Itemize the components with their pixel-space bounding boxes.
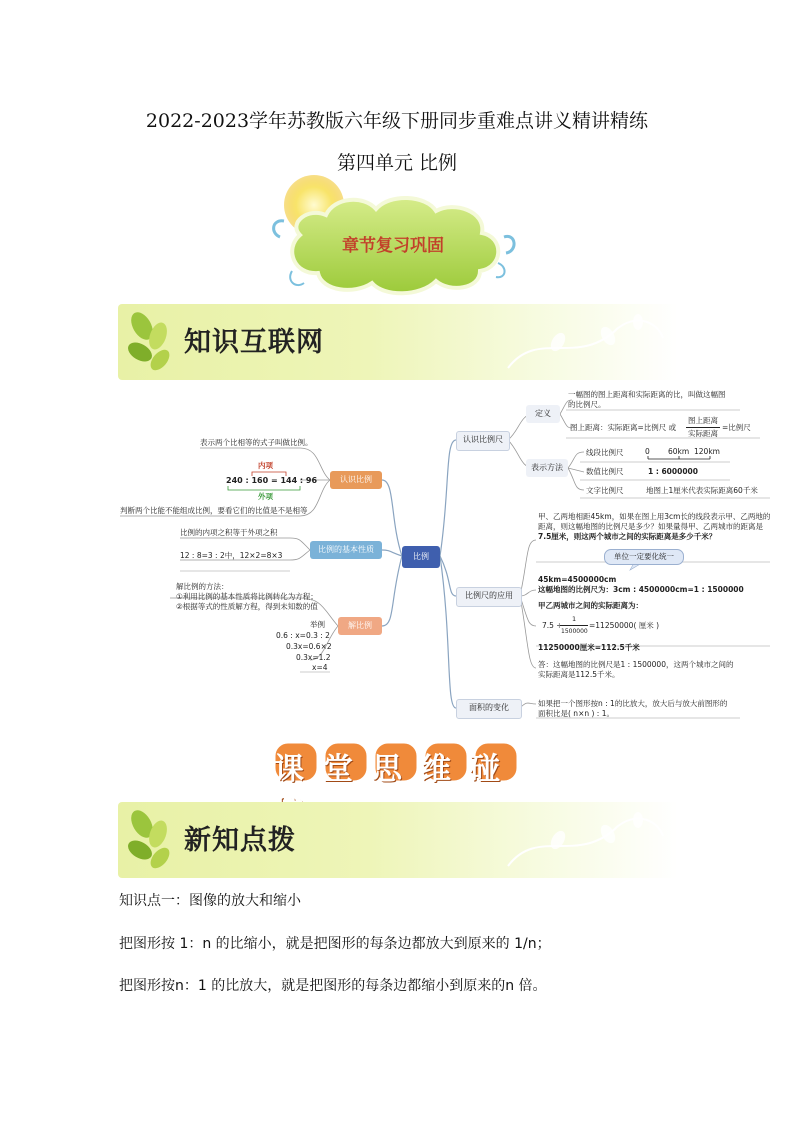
application-step-5: 11250000厘米=112.5千米 (538, 643, 640, 652)
application-step-1: 45km=4500000cm (538, 575, 617, 584)
application-step-4-right: =11250000( 厘米 ) (589, 621, 660, 630)
recognize-judge: 判断两个比能不能组成比例，要看它们的比值是不是相等 (120, 506, 308, 515)
scale-formula-a: 图上距离：实际距离=比例尺 或 (570, 423, 677, 432)
application-answer-2: 实际距离是112.5千米。 (538, 670, 620, 679)
area-text-2: 面积比是( n×n ) : 1。 (538, 709, 614, 718)
chapter-badge-text: 章节复习巩固 (342, 236, 444, 256)
scale-definition-label: 定义 (526, 405, 560, 423)
application-step-4-frac-top: 1 (572, 615, 577, 623)
mindmap-node-application: 比例尺的应用 (456, 587, 522, 607)
line-scale-tick-2: 120km (694, 447, 720, 456)
line-scale-tick-1: 60km (668, 447, 690, 456)
classroom-title-text: 课堂思维碰 (274, 752, 519, 787)
mindmap-node-scale: 认识比例尺 (456, 431, 510, 451)
line-scale-tick-0: 0 (645, 447, 650, 456)
mindmap-node-solve: 解比例 (338, 617, 382, 635)
classroom-title (270, 738, 526, 786)
unit-bubble (604, 549, 684, 565)
section-title-new-points: 新知点拨 (184, 825, 296, 856)
fraction-bar (560, 625, 588, 626)
mindmap-center: 比例 (402, 546, 440, 568)
text-scale-value: 地图上1厘米代表实际距离60千米 (646, 486, 758, 495)
proportion-equation: 240 : 160 = 144 : 96 (226, 476, 318, 485)
numeric-scale-label: 数值比例尺 (586, 467, 624, 476)
inner-term-label: 内项 (258, 461, 273, 470)
fraction-bar (686, 427, 720, 428)
unit-bubble-text: 单位一定要化统一 (614, 552, 674, 561)
line-scale-label: 线段比例尺 (586, 448, 624, 457)
application-problem-2: 距离，则这幅地图的比例尺是多少？如果量得甲、乙两城市的距离是 (538, 522, 763, 531)
solve-method-2: ②根据等式的性质解方程，得到未知数的值 (176, 602, 318, 611)
scale-definition-text-1: 一幅图的图上距离和实际距离的比，叫做这幅图 (568, 390, 726, 399)
application-problem-3: 7.5厘米，则这两个城市之间的实际距离是多少千米？ (538, 532, 717, 541)
solve-methods-title: 解比例的方法： (176, 582, 229, 591)
section-banner-new-points (118, 802, 678, 878)
knowledge-point-title: 知识点一：图像的放大和缩小 (119, 893, 301, 909)
application-step-3: 甲乙两城市之间的实际距离为： (538, 601, 643, 610)
section-title-knowledge-network: 知识互联网 (184, 327, 324, 358)
solve-example-title: 举例 (310, 620, 325, 629)
leaves-icon (124, 808, 184, 872)
scale-fraction-top: 图上距离 (688, 416, 718, 425)
solve-method-1: ①利用比例的基本性质将比例转化为方程； (176, 592, 318, 601)
outer-term-label: 外项 (258, 492, 273, 501)
solve-example-4: x=4 (312, 663, 328, 672)
scale-formula-b: =比例尺 (722, 423, 751, 432)
application-step-4-frac-bottom: 1500000 (561, 628, 588, 635)
area-text-1: 如果把一个图形按n : 1的比放大，放大后与放大前图形的 (538, 699, 728, 708)
application-step-2: 这幅地图的比例尺为：3cm : 4500000cm=1 : 1500000 (538, 585, 744, 594)
content-line-1: 把图形按 1：n 的比缩小，就是把图形的每条边都放大到原来的 1/n； (119, 936, 551, 952)
application-problem-1: 甲、乙两地相距45km，如果在图上用3cm长的线段表示甲、乙两地的 (538, 512, 771, 521)
solve-example-2: 0.3x=0.6×2 (286, 642, 332, 651)
vine-decoration (498, 806, 668, 876)
document-title: 2022-2023学年苏教版六年级下册同步重难点讲义精讲精练 (145, 110, 649, 132)
solve-example-3: 0.3x=1.2 (296, 653, 331, 662)
mindmap-node-recognize: 认识比例 (330, 471, 382, 489)
scale-fraction-bottom: 实际距离 (688, 429, 718, 438)
property-line2: 12 : 8=3 : 2中，12×2=8×3 (180, 551, 283, 560)
mindmap-node-property: 比例的基本性质 (310, 541, 382, 559)
property-line1: 比例的内项之积等于外项之积 (180, 528, 278, 537)
text-scale-label: 文字比例尺 (586, 486, 624, 495)
document-subtitle: 第四单元 比例 (336, 152, 458, 174)
mindmap-node-area: 面积的变化 (456, 699, 522, 719)
solve-example-1: 0.6 : x=0.3 : 2 (276, 631, 330, 640)
scale-definition-text-2: 的比例尺。 (568, 400, 606, 409)
numeric-scale-value: 1 : 6000000 (648, 467, 698, 476)
recognize-definition: 表示两个比相等的式子叫做比例。 (200, 438, 313, 447)
application-answer-1: 答：这幅地图的比例尺是1 : 1500000，这两个城市之间的 (538, 660, 734, 669)
scale-methods-label: 表示方法 (526, 459, 568, 477)
application-step-4-left: 7.5 ÷ (542, 621, 563, 630)
content-line-2: 把图形按n：1 的比放大，就是把图形的每条边都缩小到原来的n 倍。 (119, 978, 547, 994)
